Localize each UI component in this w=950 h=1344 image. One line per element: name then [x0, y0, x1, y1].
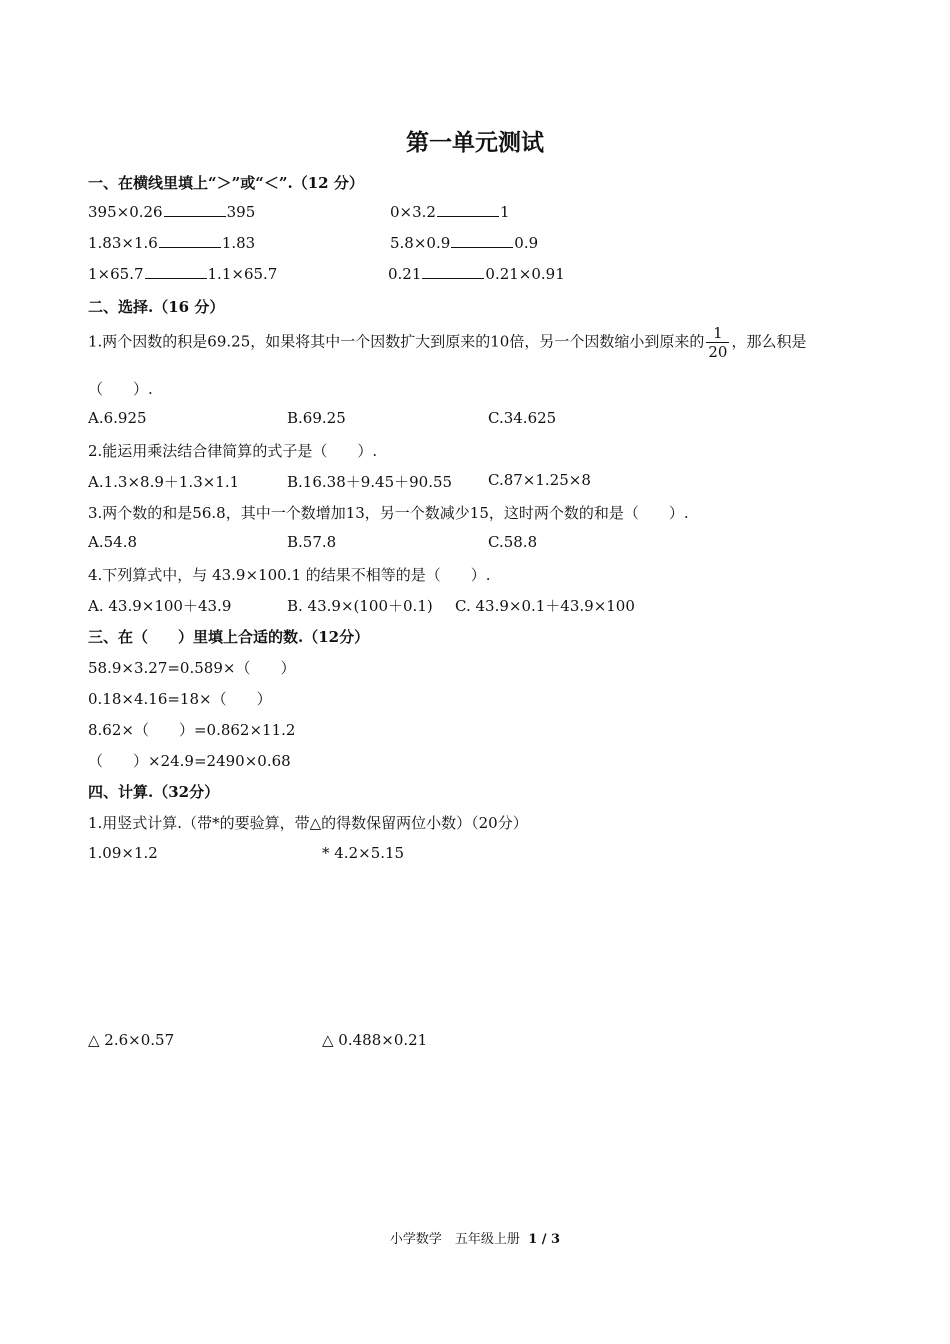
fill-equation: （ ）×24.9=2490×0.68 [88, 752, 291, 770]
calculation-instructions: 1.用竖式计算.（带*的要验算，带△的得数保留两位小数）（20分） [88, 814, 528, 832]
compare-item [390, 234, 538, 252]
compare-left: 1.83×1.6 [88, 234, 158, 252]
section-1-heading: 一、在横线里填上“＞”或“＜”.（12 分） [88, 174, 364, 192]
compare-right: 0.9 [514, 234, 539, 252]
compare-right: 1.83 [221, 234, 256, 252]
compare-left: 0×3.2 [390, 203, 436, 221]
question-1 [88, 324, 806, 361]
question-text-tail: ，那么积是 [731, 332, 807, 351]
compare-right: 0.21×0.91 [485, 265, 565, 283]
page-footer [0, 1228, 950, 1247]
answer-blank[interactable] [164, 215, 226, 217]
answer-blank[interactable] [451, 246, 513, 248]
question-1-continued: （ ）. [88, 380, 153, 398]
fraction-numerator: 1 [706, 324, 729, 343]
calculation-item: △ 2.6×0.57 [88, 1031, 175, 1049]
option-c[interactable]: C. 43.9×0.1＋43.9×100 [455, 597, 635, 615]
compare-right: 395 [226, 203, 256, 221]
fill-equation: 0.18×4.16=18×（ ） [88, 690, 272, 708]
option-c[interactable]: C.34.625 [488, 409, 557, 427]
question-2: 2.能运用乘法结合律简算的式子是（ ）. [88, 442, 378, 460]
answer-blank[interactable] [437, 215, 499, 217]
question-3: 3.两个数的和是56.8，其中一个数增加13，另一个数减少15，这时两个数的和是（ ）. [88, 504, 689, 522]
option-b[interactable]: B.69.25 [287, 409, 346, 427]
page-title: 第一单元测试 [406, 129, 544, 156]
page-number: 1 / 3 [528, 1232, 561, 1247]
compare-right: 1.1×65.7 [207, 265, 278, 283]
question-text: 1.两个因数的积是69.25，如果将其中一个因数扩大到原来的10倍，另一个因数缩小到原来的 [88, 332, 705, 351]
option-a[interactable]: A.1.3×8.9＋1.3×1.1 [88, 473, 240, 491]
compare-item [88, 234, 255, 252]
calculation-item: * 4.2×5.15 [322, 844, 405, 862]
compare-left: 0.21 [388, 265, 422, 283]
answer-blank[interactable] [422, 277, 484, 279]
section-3-heading: 三、在（ ）里填上合适的数.（12分） [88, 628, 370, 646]
section-2-heading: 二、选择.（16 分） [88, 298, 225, 316]
option-a[interactable]: A. 43.9×100＋43.9 [88, 597, 232, 615]
option-a[interactable]: A.54.8 [88, 533, 137, 551]
section-4-heading: 四、计算.（32分） [88, 783, 220, 801]
compare-item [88, 265, 277, 283]
answer-blank[interactable] [159, 246, 221, 248]
fill-equation: 58.9×3.27=0.589×（ ） [88, 659, 296, 677]
option-c[interactable]: C.87×1.25×8 [488, 471, 591, 489]
option-b[interactable]: B.57.8 [287, 533, 337, 551]
compare-item [88, 203, 255, 221]
option-b[interactable]: B.16.38＋9.45＋90.55 [287, 473, 453, 491]
calculation-item: △ 0.488×0.21 [322, 1031, 428, 1049]
compare-item [388, 265, 565, 283]
compare-item [390, 203, 510, 221]
option-a[interactable]: A.6.925 [88, 409, 147, 427]
footer-subject: 小学数学 五年级上册 [389, 1232, 520, 1247]
compare-left: 1×65.7 [88, 265, 144, 283]
answer-blank[interactable] [145, 277, 207, 279]
question-4: 4.下列算式中，与 43.9×100.1 的结果不相等的是（ ）. [88, 566, 491, 584]
compare-left: 395×0.26 [88, 203, 163, 221]
compare-left: 5.8×0.9 [390, 234, 451, 252]
fraction [706, 324, 729, 361]
fraction-denominator: 20 [708, 343, 728, 361]
option-b[interactable]: B. 43.9×(100＋0.1) [287, 597, 433, 615]
compare-right: 1 [499, 203, 510, 221]
option-c[interactable]: C.58.8 [488, 533, 538, 551]
calculation-item: 1.09×1.2 [88, 844, 158, 862]
fill-equation: 8.62×（ ）=0.862×11.2 [88, 721, 296, 739]
